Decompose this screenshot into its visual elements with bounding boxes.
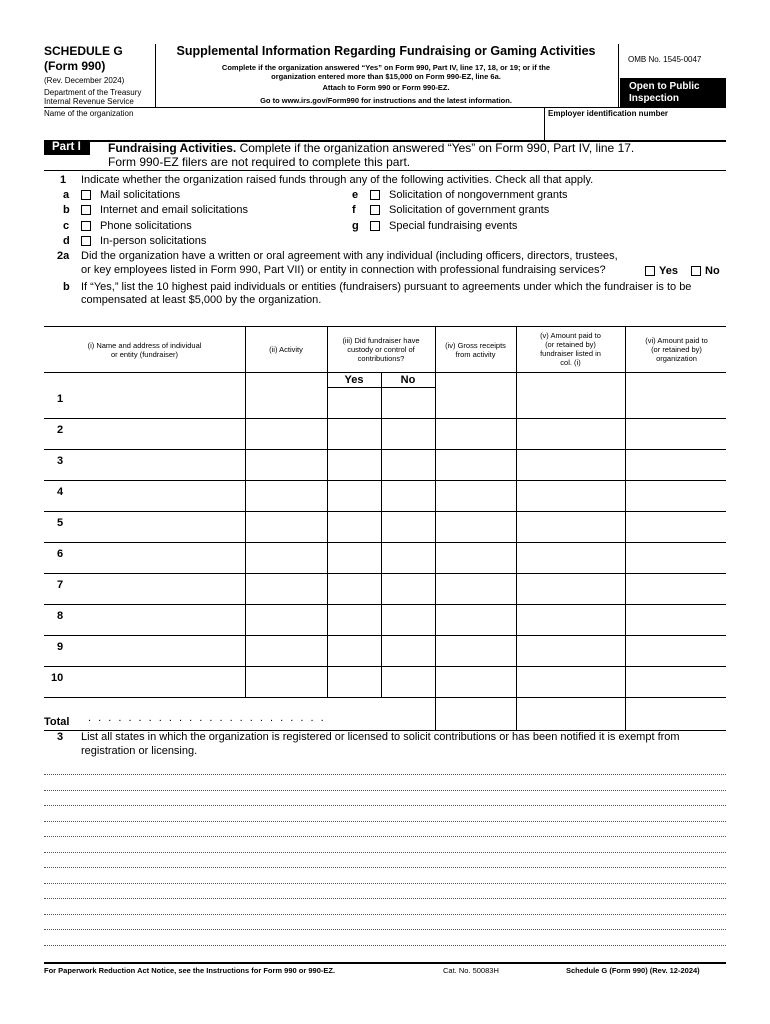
- line-3-text-cont: registration or licensing.: [81, 745, 198, 757]
- total-label: Total: [44, 716, 70, 728]
- schedule-label: SCHEDULE G: [44, 44, 123, 58]
- option-label: Special fundraising events: [389, 220, 518, 232]
- form-title: Supplemental Information Regarding Fundraising or Gaming Activities: [176, 44, 596, 58]
- line-2a-text-cont: or key employees listed in Form 990, Part VII) or entity in connection with professional fundraising services?: [81, 264, 606, 276]
- row-number: 9: [57, 641, 64, 653]
- row-number: 10: [51, 672, 64, 684]
- row-number: 2: [57, 424, 64, 436]
- line-2b-text: If “Yes,” list the 10 highest paid individuals or entities (fundraisers) pursuant to agreements under which the fundraiser is to be: [81, 281, 692, 293]
- col-header-yes: Yes: [344, 374, 364, 386]
- instruction-line-4: Go to www.irs.gov/Form990 for instructions and the latest information.: [260, 96, 512, 105]
- col-header-amount-fundraiser: (v) Amount paid to (or retained by) fundraiser listed in col. (i): [540, 331, 601, 367]
- footer-cat-number: Cat. No. 50083H: [443, 966, 499, 975]
- department-line-1: Department of the Treasury: [44, 88, 142, 97]
- yes-label: Yes: [659, 265, 678, 277]
- activity-cell[interactable]: [247, 389, 325, 416]
- checkbox-nongovernment-grants[interactable]: [370, 190, 380, 200]
- total-leader-dots: . . . . . . . . . . . . . . . . . . . . . . . .: [88, 712, 326, 724]
- ein-label: Employer identification number: [548, 109, 669, 118]
- checkbox-internet-email-solicitations[interactable]: [81, 205, 91, 215]
- line-3-text: List all states in which the organization is registered or licensed to solicit contributions or has been notified it is exempt from: [81, 731, 680, 743]
- line-3-number: 3: [57, 731, 64, 743]
- organization-name-field[interactable]: [48, 120, 538, 138]
- no-label: No: [705, 265, 720, 277]
- row-number: 5: [57, 517, 64, 529]
- footer-form-id: Schedule G (Form 990) (Rev. 12-2024): [566, 966, 700, 975]
- total-gross-receipts-cell[interactable]: [437, 699, 514, 728]
- fundraiser-name-cell[interactable]: [70, 389, 242, 416]
- checkbox-2a-no[interactable]: [691, 266, 701, 276]
- instruction-line-1: Complete if the organization answered “Yes” on Form 990, Part IV, line 17, 18, or 19; or if the: [221, 63, 551, 72]
- row-number: 8: [57, 610, 64, 622]
- checkbox-mail-solicitations[interactable]: [81, 190, 91, 200]
- row-number: 4: [57, 486, 64, 498]
- option-label: Internet and email solicitations: [100, 204, 248, 216]
- total-organization-amount-cell[interactable]: [627, 699, 726, 728]
- form-number: (Form 990): [44, 59, 106, 73]
- row-number: 1: [57, 393, 64, 405]
- revision-date: (Rev. December 2024): [44, 76, 125, 85]
- option-label: Mail solicitations: [100, 189, 181, 201]
- department-line-2: Internal Revenue Service: [44, 97, 134, 106]
- open-to-public-badge: Open to Public Inspection: [620, 78, 726, 107]
- col-header-activity: (ii) Activity: [269, 345, 303, 354]
- line-1-text: Indicate whether the organization raised funds through any of the following activities. Check all that apply.: [81, 174, 594, 186]
- option-label: In-person solicitations: [100, 235, 207, 247]
- checkbox-in-person-solicitations[interactable]: [81, 236, 91, 246]
- part-i-note: Form 990-EZ filers are not required to complete this part.: [108, 155, 411, 169]
- gross-receipts-cell[interactable]: [437, 374, 514, 416]
- checkbox-phone-solicitations[interactable]: [81, 221, 91, 231]
- line-2a-text: Did the organization have a written or oral agreement with any individual (including officers, directors, trustees,: [81, 250, 618, 262]
- col-header-name: (i) Name and address of individual or entity (fundraiser): [87, 341, 202, 359]
- option-label: Solicitation of government grants: [389, 204, 550, 216]
- col-header-custody: (iii) Did fundraiser have custody or control of contributions?: [342, 336, 420, 363]
- option-label: Solicitation of nongovernment grants: [389, 189, 568, 201]
- line-2a-number: 2a: [57, 250, 70, 262]
- col-header-amount-organization: (vi) Amount paid to (or retained by) organization: [645, 336, 708, 363]
- instruction-line-2: organization entered more than $15,000 on Form 990-EZ, line 6a.: [271, 72, 501, 81]
- row-number: 3: [57, 455, 64, 467]
- option-label: Phone solicitations: [100, 220, 192, 232]
- line-2b-number: b: [63, 281, 70, 293]
- col-header-no: No: [400, 374, 416, 386]
- ein-field[interactable]: [550, 120, 722, 138]
- row-number: 7: [57, 579, 64, 591]
- checkbox-special-fundraising-events[interactable]: [370, 221, 380, 231]
- part-i-tag: Part I: [44, 141, 90, 155]
- line-1-number: 1: [60, 174, 67, 186]
- instruction-line-3: Attach to Form 990 or Form 990-EZ.: [322, 83, 450, 92]
- checkbox-government-grants[interactable]: [370, 205, 380, 215]
- organization-name-label: Name of the organization: [44, 109, 134, 118]
- total-fundraiser-amount-cell[interactable]: [518, 699, 623, 728]
- col-header-gross-receipts: (iv) Gross receipts from activity: [445, 341, 506, 359]
- part-i-title: Fundraising Activities. Complete if the organization answered “Yes” on Form 990, Part IV, line 17.: [108, 141, 635, 155]
- line-2b-text-cont: compensated at least $5,000 by the organization.: [81, 294, 322, 306]
- footer-paperwork-notice: For Paperwork Reduction Act Notice, see the Instructions for Form 990 or 990-EZ.: [44, 966, 336, 975]
- row-number: 6: [57, 548, 64, 560]
- checkbox-2a-yes[interactable]: [645, 266, 655, 276]
- omb-number: OMB No. 1545-0047: [628, 55, 702, 64]
